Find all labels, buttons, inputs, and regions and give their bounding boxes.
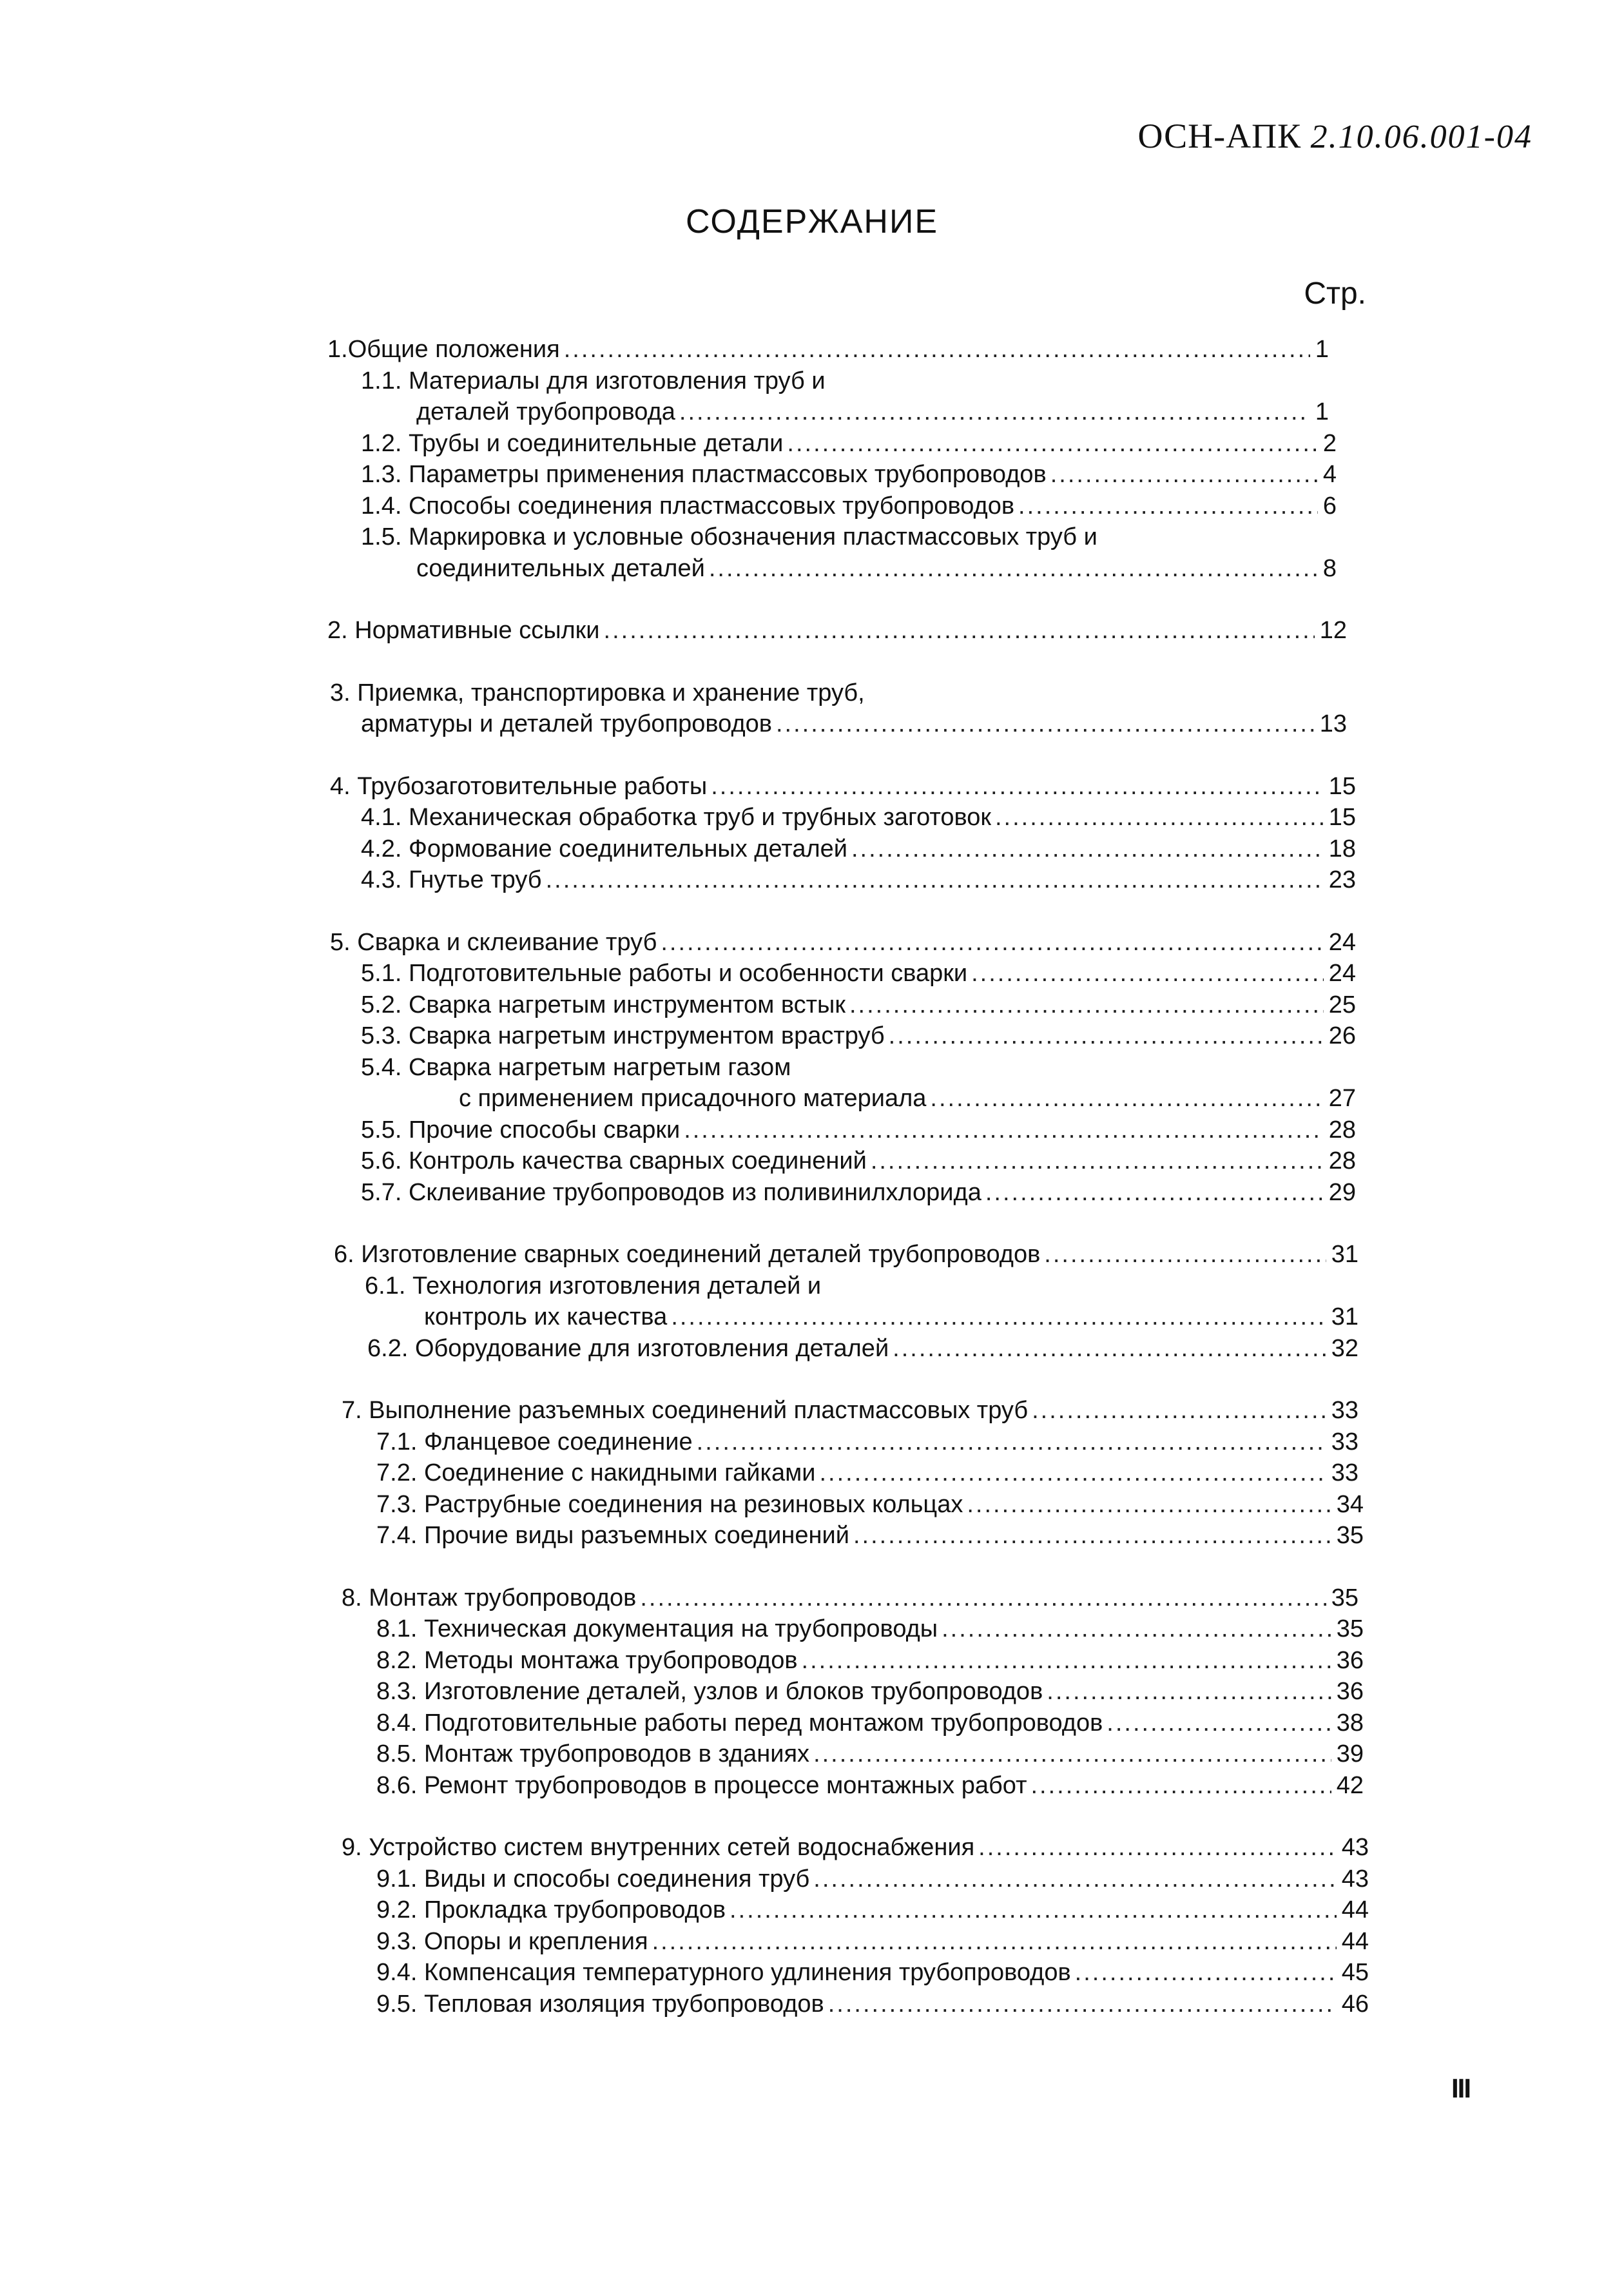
toc-entry-title: 9.2. Прокладка трубопроводов [376, 1896, 726, 1923]
toc-entry-page: 24 [1328, 960, 1356, 987]
toc-entry [0, 1489, 1364, 1521]
toc-entry-title: 1.1. Материалы для изготовления труб и [361, 367, 826, 394]
toc-entry-title: 5.7. Склеивание трубопроводов из поливинилхлорида [361, 1178, 981, 1206]
toc-entry-title: 5.4. Сварка нагретым нагретым газом [361, 1053, 791, 1081]
toc-entry-page: 44 [1341, 1896, 1369, 1923]
toc-entry-page: 31 [1331, 1241, 1358, 1268]
toc-entry-title: 7.1. Фланцевое соединение [376, 1428, 693, 1455]
toc-entry-page: 4 [1322, 461, 1337, 488]
toc-dot-leader [697, 1426, 1326, 1458]
toc-entry [0, 677, 1347, 709]
toc-dot-leader [679, 396, 1310, 428]
toc-dot-leader [930, 1083, 1323, 1115]
toc-entry-title: деталей трубопровода [416, 398, 675, 425]
page-title: СОДЕРЖАНИЕ [685, 203, 939, 240]
toc-dot-leader [802, 1645, 1331, 1677]
toc-dot-leader [730, 1894, 1337, 1926]
toc-entry-title: 5.6. Контроль качества сварных соединений [361, 1147, 867, 1174]
toc-entry [0, 491, 1337, 522]
toc-entry [0, 927, 1356, 959]
toc-dot-leader [671, 1301, 1326, 1333]
toc-dot-leader [971, 958, 1324, 989]
toc-entry-page: 43 [1341, 1834, 1369, 1861]
toc-entry [0, 1020, 1356, 1052]
toc-entry-page: 29 [1328, 1178, 1356, 1206]
page-number: III [1451, 2073, 1471, 2103]
toc-entry-page: 46 [1341, 1990, 1369, 2018]
toc-entry-title: 1.2. Трубы и соединительные детали [361, 429, 784, 457]
toc-entry-page: 24 [1328, 928, 1356, 956]
page-column-label: Стр. [1304, 277, 1366, 311]
document-code [1138, 116, 1533, 156]
toc-entry-page: 1 [1315, 336, 1329, 363]
toc-dot-leader [978, 1832, 1337, 1864]
toc-entry-page: 15 [1328, 804, 1356, 831]
toc-dot-leader [661, 927, 1323, 959]
toc-entry-page: 8 [1322, 554, 1337, 582]
toc-dot-leader [849, 989, 1324, 1021]
toc-entry-title: 5.3. Сварка нагретым инструментом враструб [361, 1022, 885, 1049]
toc-entry-page: 45 [1341, 1959, 1369, 1986]
toc-entry-page: 12 [1319, 617, 1347, 644]
toc-entry-title: 9. Устройство систем внутренних сетей водоснабжения [342, 1834, 975, 1861]
toc-dot-leader [1107, 1708, 1331, 1739]
toc-entry [0, 1333, 1358, 1365]
toc-entry [0, 1894, 1369, 1926]
toc-entry [0, 864, 1356, 896]
toc-entry-page: 35 [1336, 1615, 1364, 1642]
toc-dot-leader [684, 1115, 1324, 1146]
toc-entry [0, 396, 1329, 428]
toc-entry-page: 38 [1336, 1709, 1364, 1737]
toc-entry [0, 1770, 1364, 1802]
toc-entry-page: 15 [1328, 772, 1356, 800]
toc-dot-leader [1030, 1770, 1331, 1802]
toc-entry [0, 1426, 1358, 1458]
document-code-print: ОСН-АПК [1137, 117, 1302, 155]
toc-entry-page: 26 [1328, 1022, 1356, 1049]
toc-entry-page: 35 [1331, 1584, 1358, 1611]
toc-entry-title: 1.5. Маркировка и условные обозначения пластмассовых труб и [361, 523, 1097, 550]
toc-entry-title: 5.2. Сварка нагретым инструментом встык [361, 991, 846, 1018]
toc-entry [0, 1395, 1358, 1426]
toc-entry-title: 8.1. Техническая документация на трубопроводы [376, 1615, 938, 1642]
toc-dot-leader [546, 864, 1324, 896]
toc-entry-title: 7.2. Соединение с накидными гайками [376, 1459, 816, 1486]
toc-entry-page: 28 [1328, 1147, 1356, 1174]
toc-entry-page: 36 [1336, 1646, 1364, 1674]
toc-entry-title: 5. Сварка и склеивание труб [330, 928, 657, 956]
toc-entry-page: 18 [1328, 835, 1356, 862]
toc-dot-leader [813, 1738, 1331, 1770]
toc-dot-leader [709, 553, 1318, 585]
toc-entry-title: 8.5. Монтаж трубопроводов в зданиях [376, 1740, 810, 1767]
toc-entry [0, 1957, 1369, 1989]
toc-entry-title: 9.4. Компенсация температурного удлинения трубопроводов [376, 1959, 1071, 1986]
toc-entry-title: с применением присадочного материала [459, 1085, 927, 1112]
toc-dot-leader [776, 708, 1315, 740]
toc-entry-title: арматуры и деталей трубопроводов [361, 710, 772, 737]
toc-entry [0, 1239, 1358, 1270]
toc-entry [0, 771, 1356, 803]
toc-entry [0, 708, 1347, 740]
toc-entry-title: 7.4. Прочие виды разъемных соединений [376, 1522, 849, 1549]
toc-dot-leader [1032, 1395, 1326, 1426]
toc-entry-page: 39 [1336, 1740, 1364, 1767]
toc-entry [0, 1708, 1364, 1739]
toc-entry-title: 6. Изготовление сварных соединений деталей трубопроводов [334, 1241, 1041, 1268]
toc-entry-title: 9.5. Тепловая изоляция трубопроводов [376, 1990, 824, 2018]
toc-dot-leader [652, 1926, 1337, 1958]
toc-entry [0, 428, 1337, 460]
toc-entry-title: 8.4. Подготовительные работы перед монтажом трубопроводов [376, 1709, 1103, 1737]
toc-entry-title: 3. Приемка, транспортировка и хранение труб, [330, 679, 865, 706]
toc-entry-title: 1.3. Параметры применения пластмассовых трубопроводов [361, 461, 1047, 488]
toc-entry-page: 42 [1336, 1771, 1364, 1799]
toc-entry-title: 7.3. Раструбные соединения на резиновых кольцах [376, 1490, 963, 1518]
toc-entry-page: 43 [1341, 1865, 1369, 1893]
toc-entry-title: соединительных деталей [416, 554, 705, 582]
toc-entry [0, 1613, 1364, 1645]
toc-entry [0, 1083, 1356, 1115]
toc-entry-title: 2. Нормативные ссылки [327, 617, 600, 644]
toc-dot-leader [819, 1457, 1326, 1489]
toc-entry [0, 1864, 1369, 1895]
toc-entry-title: 4.2. Формование соединительных деталей [361, 835, 847, 862]
toc-entry-page: 44 [1341, 1927, 1369, 1955]
toc-entry [0, 1115, 1356, 1146]
toc-entry-title: 6.2. Оборудование для изготовления деталей [367, 1334, 889, 1362]
toc-dot-leader [711, 771, 1324, 803]
toc-entry-title: 1.4. Способы соединения пластмассовых трубопроводов [361, 492, 1015, 520]
toc-entry [0, 1926, 1369, 1958]
document-code-handwritten: 2.10.06.001-04 [1310, 119, 1532, 155]
toc-dot-leader [942, 1613, 1331, 1645]
toc-entry-title: 7. Выполнение разъемных соединений пластмассовых труб [342, 1397, 1029, 1424]
toc-dot-leader [985, 1177, 1324, 1209]
toc-entry [0, 1145, 1356, 1177]
toc-entry-page: 2 [1322, 429, 1337, 457]
toc-entry-page: 33 [1331, 1428, 1358, 1455]
toc-dot-leader [871, 1145, 1324, 1177]
toc-dot-leader [604, 615, 1315, 647]
toc-entry [0, 1177, 1356, 1209]
toc-entry-title: 8.6. Ремонт трубопроводов в процессе монтажных работ [376, 1771, 1027, 1799]
toc-entry-title: 9.1. Виды и способы соединения труб [376, 1865, 810, 1893]
toc-entry [0, 553, 1337, 585]
toc-dot-leader [787, 428, 1317, 460]
toc-entry-page: 33 [1331, 1459, 1358, 1486]
toc-dot-leader [995, 802, 1324, 833]
toc-entry-title: контроль их качества [424, 1303, 668, 1330]
toc-dot-leader [851, 833, 1324, 865]
toc-entry [0, 1989, 1369, 2020]
toc-entry [0, 833, 1356, 865]
toc-dot-leader [813, 1864, 1336, 1895]
toc-entry-page: 33 [1331, 1397, 1358, 1424]
toc-dot-leader [893, 1333, 1326, 1365]
toc-entry-title: 8.2. Методы монтажа трубопроводов [376, 1646, 798, 1674]
toc-entry [0, 1301, 1358, 1333]
toc-entry [0, 521, 1337, 553]
toc-entry [0, 334, 1329, 365]
toc-dot-leader [1075, 1957, 1337, 1989]
toc-entry-title: 5.1. Подготовительные работы и особенности сварки [361, 960, 968, 987]
toc-dot-leader [1047, 1676, 1331, 1708]
toc-dot-leader [1050, 459, 1318, 491]
toc-entry [0, 1457, 1358, 1489]
toc-entry-page: 36 [1336, 1678, 1364, 1705]
toc-entry-title: 8. Монтаж трубопроводов [342, 1584, 637, 1611]
toc-entry [0, 1582, 1358, 1614]
toc-entry-page: 6 [1322, 492, 1337, 520]
toc-entry [0, 1645, 1364, 1677]
toc-entry-page: 35 [1336, 1522, 1364, 1549]
toc-entry-page: 27 [1328, 1085, 1356, 1112]
toc-dot-leader [564, 334, 1310, 365]
toc-entry-page: 23 [1328, 866, 1356, 893]
toc-entry-page: 13 [1319, 710, 1347, 737]
toc-entry [0, 1832, 1369, 1864]
toc-entry-title: 5.5. Прочие способы сварки [361, 1116, 681, 1144]
toc-entry-title: 4. Трубозаготовительные работы [330, 772, 708, 800]
toc-entry [0, 802, 1356, 833]
toc-dot-leader [640, 1582, 1326, 1614]
toc-entry [0, 1676, 1364, 1708]
toc-entry [0, 989, 1356, 1021]
toc-entry [0, 615, 1347, 647]
toc-entry-page: 28 [1328, 1116, 1356, 1144]
toc-entry-page: 32 [1331, 1334, 1358, 1362]
toc-entry-page: 34 [1336, 1490, 1364, 1518]
toc-dot-leader [853, 1520, 1331, 1552]
table-of-contents [0, 334, 1624, 2020]
toc-dot-leader [1018, 491, 1318, 522]
toc-entry [0, 1270, 1358, 1302]
toc-entry-page: 31 [1331, 1303, 1358, 1330]
toc-entry [0, 1520, 1364, 1552]
toc-entry-title: 1.Общие положения [327, 336, 560, 363]
toc-entry [0, 459, 1337, 491]
toc-entry-title: 4.3. Гнутье труб [361, 866, 542, 893]
toc-dot-leader [1044, 1239, 1326, 1270]
toc-entry-title: 9.3. Опоры и крепления [376, 1927, 648, 1955]
toc-entry-title: 6.1. Технология изготовления деталей и [365, 1272, 822, 1300]
toc-entry-title: 4.1. Механическая обработка труб и трубных заготовок [361, 804, 991, 831]
toc-dot-leader [967, 1489, 1331, 1521]
toc-entry [0, 365, 1329, 397]
toc-entry [0, 1738, 1364, 1770]
toc-dot-leader [889, 1020, 1324, 1052]
toc-entry-page: 1 [1315, 398, 1329, 425]
toc-entry [0, 1052, 1356, 1084]
toc-entry-page: 25 [1328, 991, 1356, 1018]
toc-dot-leader [828, 1989, 1337, 2020]
toc-entry [0, 958, 1356, 989]
toc-entry-title: 8.3. Изготовление деталей, узлов и блоков трубопроводов [376, 1678, 1043, 1705]
